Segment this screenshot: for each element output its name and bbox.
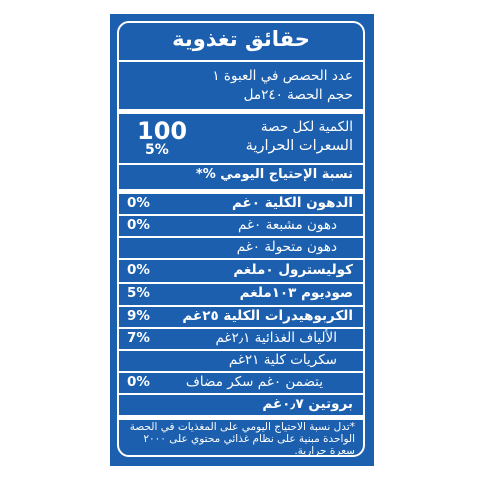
divider bbox=[119, 236, 363, 238]
divider bbox=[119, 327, 363, 329]
divider bbox=[119, 393, 363, 395]
divider bbox=[119, 282, 363, 284]
nutrient-total-fat: الدهون الكلية ٠غم bbox=[231, 195, 353, 211]
amount-per-serving: الكمية لكل حصة bbox=[260, 119, 353, 135]
nutrient-protein: بروتين ٠٫٧غم bbox=[262, 396, 353, 412]
nutrient-added-sugars-percent: 0% bbox=[127, 374, 150, 390]
nutrient-saturated-fat: دهون مشبعة ٠غم bbox=[237, 217, 337, 233]
nutrient-added-sugars: يتضمن ٠غم سكر مضاف bbox=[185, 374, 323, 390]
servings-per-container: عدد الحصص في العبوة ١ bbox=[212, 68, 353, 84]
calories-label: السعرات الحرارية bbox=[245, 138, 353, 154]
nutrient-sodium-percent: 5% bbox=[127, 285, 150, 301]
divider-thick bbox=[119, 415, 363, 420]
divider-thick bbox=[119, 109, 363, 114]
nutrition-facts-label bbox=[117, 21, 365, 457]
nutrient-total-fat-percent: 0% bbox=[127, 195, 150, 211]
nutrient-total-sugars: سكريات كلية ٢١غم bbox=[228, 352, 337, 368]
label-title: حقائق تغذوية bbox=[172, 27, 310, 51]
serving-size: حجم الحصة ٢٤٠مل bbox=[243, 87, 353, 103]
divider bbox=[119, 214, 363, 216]
daily-value-header: نسبة الإحتياج اليومي %* bbox=[195, 167, 353, 182]
nutrient-trans-fat: دهون متحولة ٠غم bbox=[236, 239, 337, 255]
calories-value: 100 bbox=[137, 117, 188, 145]
nutrient-dietary-fiber: الألياف الغذائية ٢٫١غم bbox=[215, 330, 337, 346]
nutrient-cholesterol: كوليسترول ٠ملغم bbox=[233, 262, 353, 278]
divider-thick bbox=[119, 189, 363, 194]
nutrient-sodium: صوديوم ١٠٣ملغم bbox=[239, 285, 353, 301]
divider bbox=[119, 258, 363, 260]
calories-percent: 5% bbox=[145, 142, 169, 158]
nutrient-cholesterol-percent: 0% bbox=[127, 262, 150, 278]
divider bbox=[119, 305, 363, 307]
nutrient-total-carbohydrate: الكربوهيدرات الكلية ٢٥غم bbox=[182, 308, 353, 324]
nutrient-saturated-fat-percent: 0% bbox=[127, 217, 150, 233]
divider bbox=[119, 163, 363, 165]
divider bbox=[119, 371, 363, 373]
divider bbox=[119, 349, 363, 351]
footnote: *تدل نسبة الاحتياج اليومي على المغذيات في الحصة الواحدة مبنية على نظام غذائي محتوي على ٢٠٠٠ سعرة حرارية. bbox=[129, 421, 355, 457]
nutrient-total-carbohydrate-percent: 9% bbox=[127, 308, 150, 324]
nutrient-dietary-fiber-percent: 7% bbox=[127, 330, 150, 346]
divider bbox=[119, 60, 363, 62]
